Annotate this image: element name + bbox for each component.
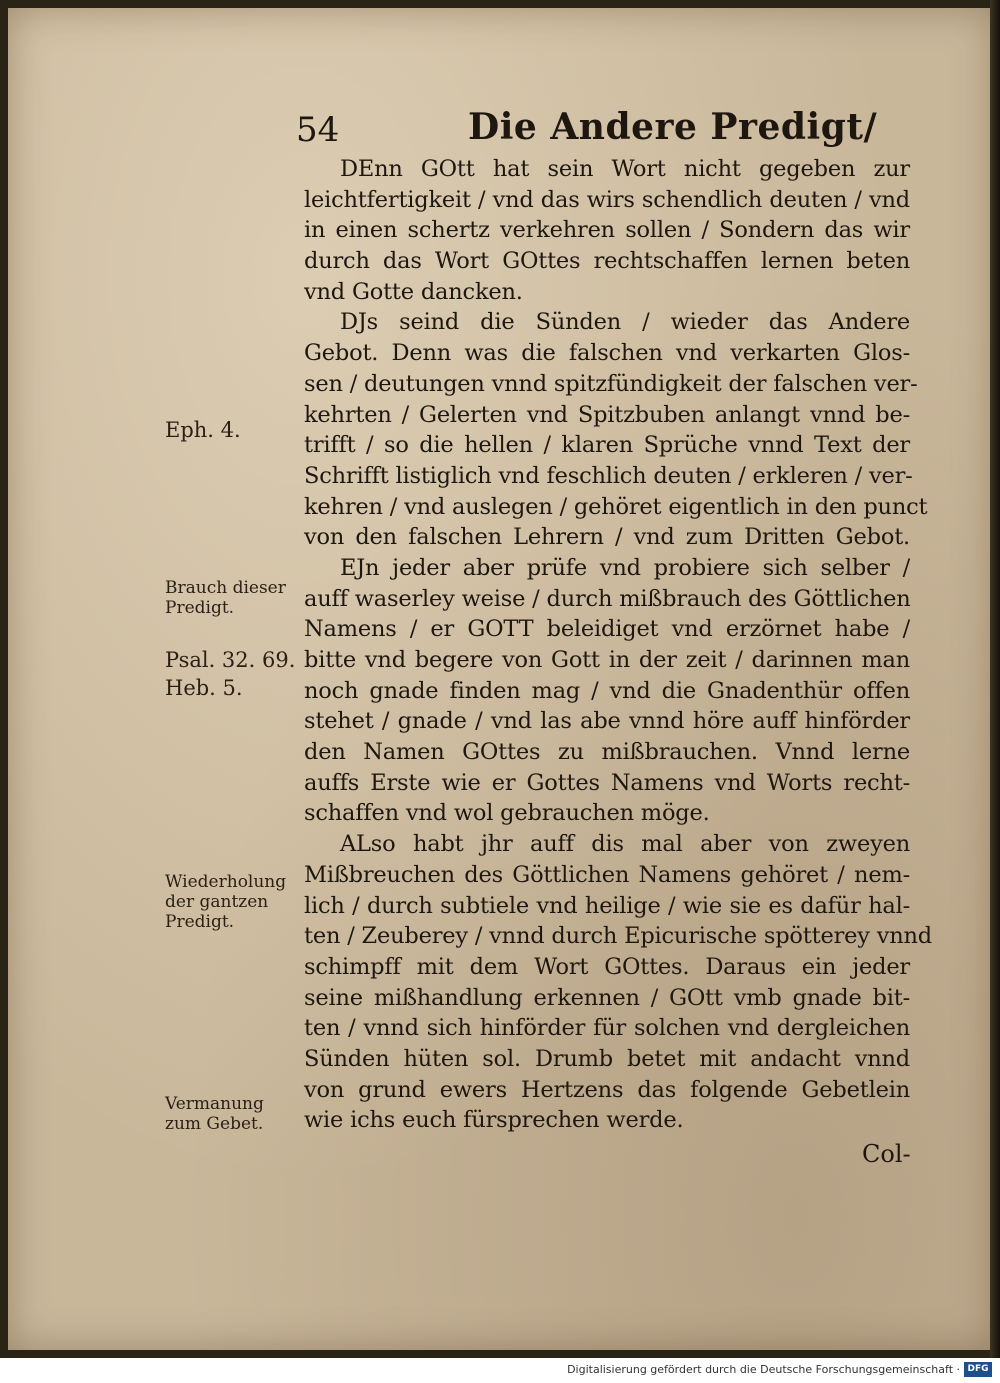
text-line: wie ichs euch fürsprechen werde. [304,1107,684,1134]
text-line: bitte vnd begere von Gott in der zeit / darinnen man [304,647,910,673]
text-line: DJs seind die Sünden / wieder das Andere [340,309,910,336]
margin-note-line: Eph. 4. [165,418,241,442]
margin-note-line: der gantzen [165,892,269,912]
text-line: kehrten / Gelerten vnd Spitzbuben anlangt vnnd be- [304,401,910,428]
text-line: in einen schertz verkehren sollen / Sondern das wir [304,217,910,244]
text-line: von grund ewers Hertzens das folgende Gebetlein [304,1076,910,1103]
text-line: von den falschen Lehrern / vnd zum Dritten Gebot. [304,524,910,551]
page-number: 54 [296,110,340,150]
text-line: Mißbreuchen des Göttlichen Namens gehöret / nem- [304,861,910,888]
text-line: ten / vnnd sich hinförder für solchen vnd dergleichen [304,1015,910,1042]
text-line: vnd Gotte dancken. [304,278,523,305]
text-line: schimpff mit dem Wort GOttes. Daraus ein jeder [304,953,910,980]
text-line: den Namen GOttes zu mißbrauchen. Vnnd lerne [304,739,910,766]
margin-note-line: Vermanung [165,1094,264,1114]
text-line: Schrifft listiglich vnd feschlich deuten / erkleren / ver- [304,462,913,489]
text-line: schaffen vnd wol gebrauchen möge. [304,800,710,827]
text-line: leichtfertigkeit / vnd das wirs schendlich deuten / vnd [304,186,910,213]
text-line: kehren / vnd auslegen / gehöret eigentlich in den punct [304,493,928,520]
margin-note-brauch [165,578,300,618]
text-line: ALso habt jhr auff dis mal aber von zweyen [340,831,910,858]
margin-note-line: Heb. 5. [165,676,243,700]
text-line: DEnn GOtt hat sein Wort nicht gegeben zur [340,156,910,182]
text-line: seine mißhandlung erkennen / GOtt vmb gnade bit- [304,984,910,1011]
running-title: Die Andere Predigt/ [468,106,878,148]
footer-bar [0,1358,1000,1383]
text-line: Namens / er GOTT beleidiget vnd erzörnet habe / [304,616,910,643]
margin-note-line: Wiederholung [165,872,287,892]
text-line: sen / deutungen vnnd spitzfündigkeit der falschen ver- [304,370,918,397]
funding-credit: Digitalisierung gefördert durch die Deutsche Forschungsgemeinschaft · [567,1363,960,1376]
text-line: Sünden hüten sol. Drumb betet mit andacht vnnd [304,1045,910,1072]
book-edge [990,0,1000,1358]
margin-note-line: zum Gebet. [165,1114,264,1134]
margin-note-psal [165,646,300,702]
catchword: Col- [862,1140,911,1168]
text-line: stehet / gnade / vnd las abe vnnd höre auff hinförder [304,708,910,735]
margin-note-line: Brauch dieser [165,578,286,598]
dfg-logo-icon: DFG [964,1362,992,1377]
text-line: auff waserley weise / durch mißbrauch des Göttlichen [304,585,911,612]
margin-note-vermanung [165,1094,300,1134]
text-line: Gebot. Denn was die falschen vnd verkarten Glos- [304,340,910,367]
text-line: lich / durch subtiele vnd heilige / wie sie es dafür hal- [304,892,910,919]
margin-note-eph [165,416,300,444]
margin-note-wiederholung [165,872,300,932]
text-line: ten / Zeuberey / vnnd durch Epicurische spötterey vnnd [304,923,933,950]
text-line: durch das Wort GOttes rechtschaffen lernen beten [304,248,910,275]
margin-note-line: Predigt. [165,912,235,932]
text-line: auffs Erste wie er Gottes Namens vnd Worts recht- [304,769,910,796]
page-header [296,106,896,152]
margin-note-line: Psal. 32. 69. [165,648,296,672]
text-line: EJn jeder aber prüfe vnd probiere sich selber / [340,554,910,581]
margin-note-line: Predigt. [165,598,235,618]
text-line: trifft / so die hellen / klaren Sprüche vnnd Text der [304,432,910,459]
text-line: noch gnade finden mag / vnd die Gnadenthür offen [304,677,910,704]
body-text [304,154,933,1136]
